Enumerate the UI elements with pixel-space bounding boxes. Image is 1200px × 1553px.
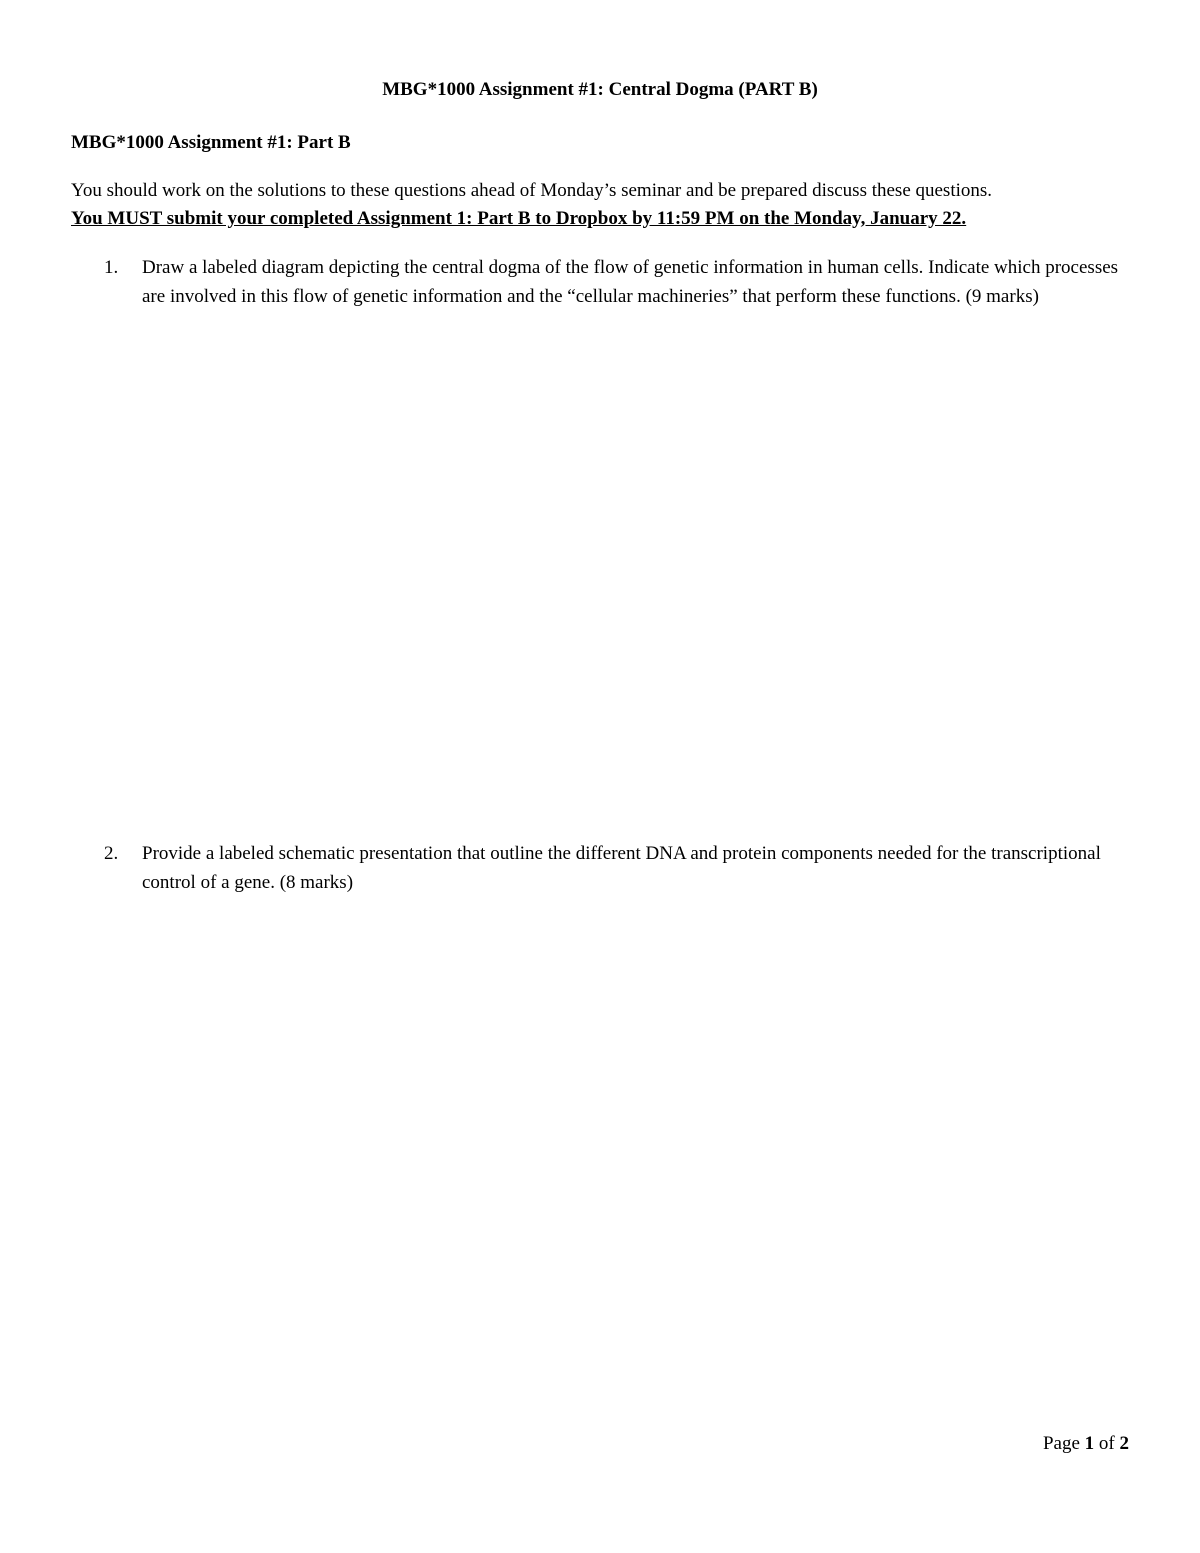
deadline-notice: You MUST submit your completed Assignment 1: Part B to Dropbox by 11:59 PM on the Monday, January 22. [71, 208, 967, 229]
intro-paragraph [71, 177, 1151, 233]
question-number: 2. [104, 843, 119, 864]
question-number: 1. [104, 257, 119, 278]
of-word: of [1098, 1433, 1115, 1454]
question-text: Provide a labeled schematic presentation that outline the different DNA and protein components needed for the transcriptional control of a gene. (8 marks) [142, 843, 1101, 893]
question-text: Draw a labeled diagram depicting the central dogma of the flow of genetic information in human cells. Indicate which processes are involved in this flow of genetic information and the “cellular machineries” that perform these functions. (9 marks) [142, 257, 1119, 307]
question-item [104, 839, 1134, 897]
total-pages-number: 2 [1119, 1433, 1129, 1454]
page-number-footer [1043, 1432, 1129, 1456]
document-title: MBG*1000 Assignment #1: Central Dogma (PART B) [382, 79, 818, 100]
question-item [104, 253, 1134, 311]
page-word: Page [1042, 1433, 1080, 1454]
section-heading: MBG*1000 Assignment #1: Part B [71, 132, 351, 153]
intro-text: You should work on the solutions to these questions ahead of Monday’s seminar and be prepared discuss these questions. [71, 180, 993, 201]
current-page-number: 1 [1084, 1433, 1095, 1454]
